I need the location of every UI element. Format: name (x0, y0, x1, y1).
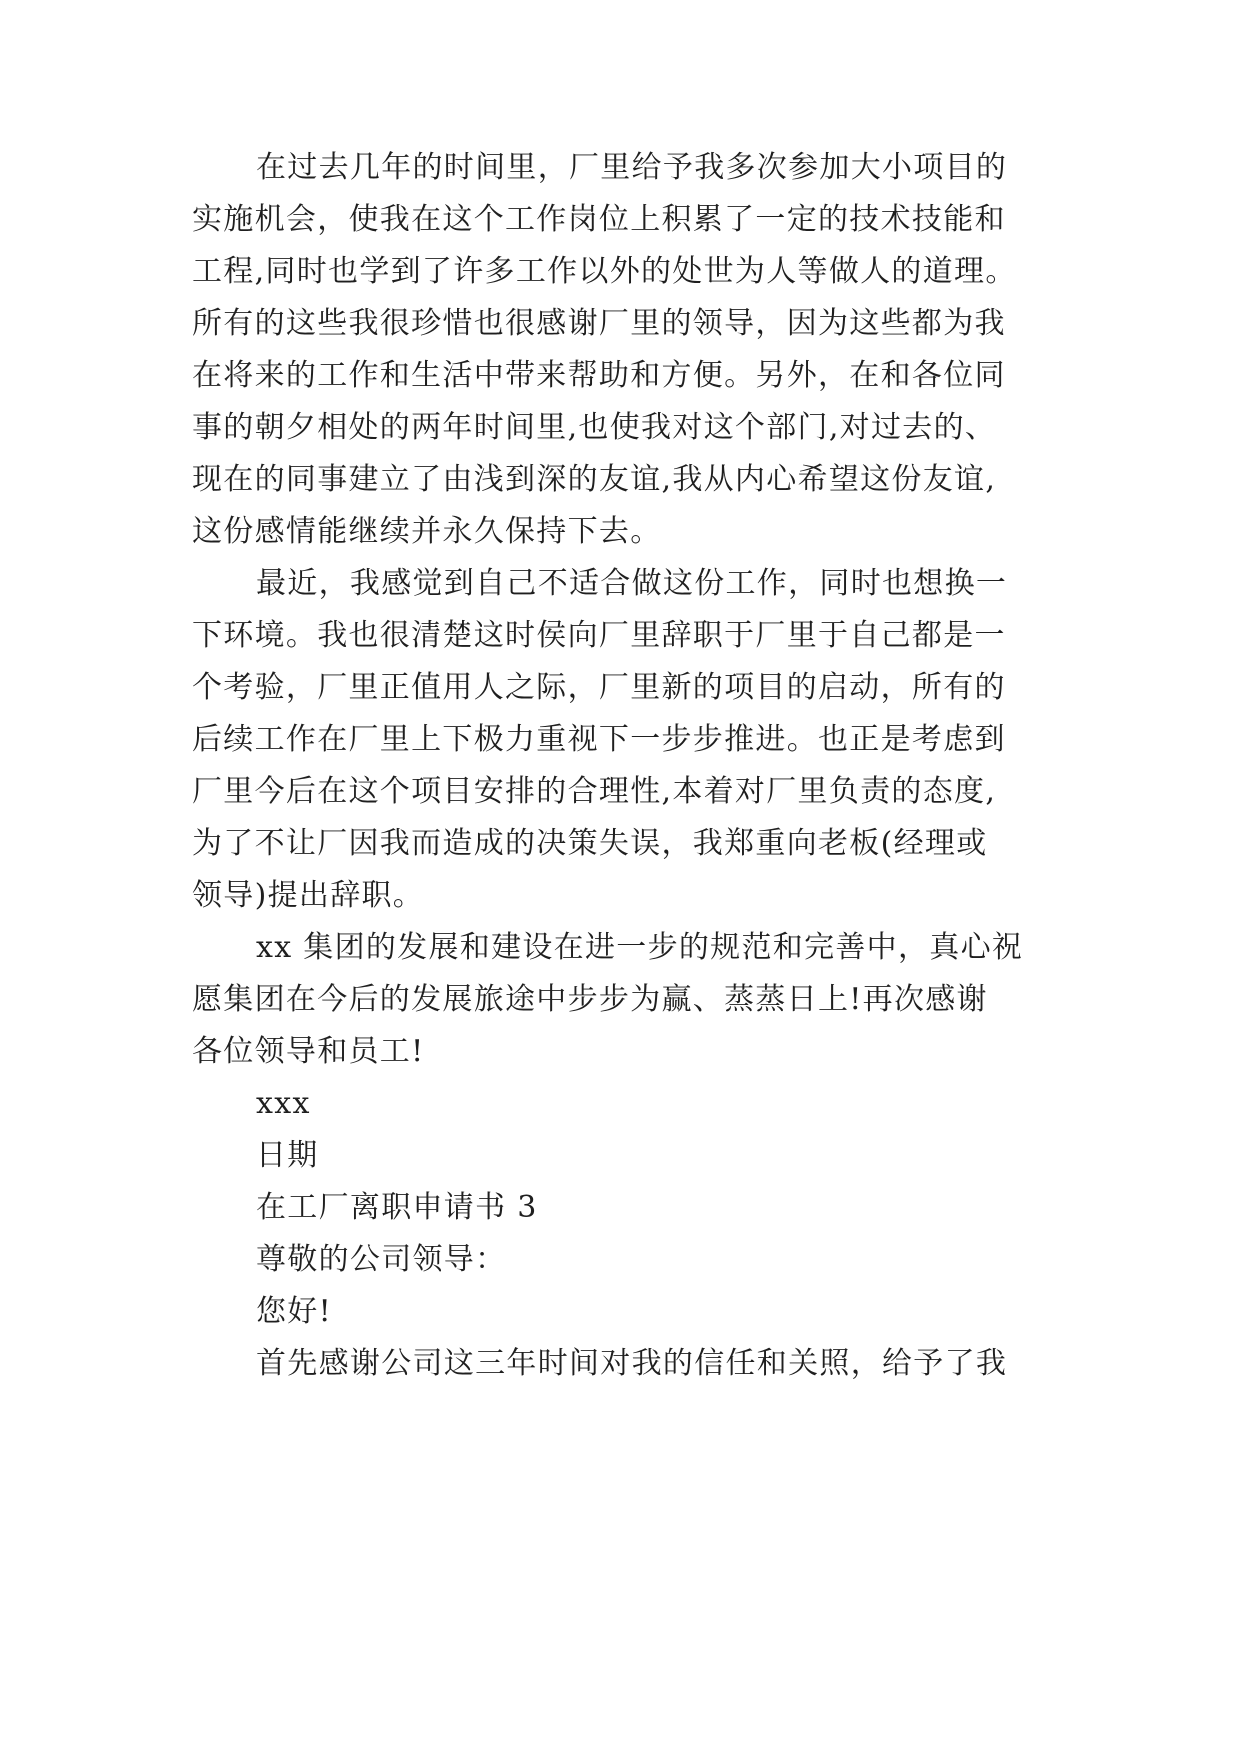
paragraph-line: 所有的这些我很珍惜也很感谢厂里的领导，因为这些都为我 (192, 306, 1006, 341)
paragraph-line: 领导)提出辞职。 (192, 878, 425, 913)
section-title: 在工厂离职申请书 3 (256, 1190, 538, 1225)
paragraph-line: 这份感情能继续并永久保持下去。 (192, 514, 662, 549)
paragraph-line: 各位领导和员工! (192, 1034, 425, 1069)
paragraph-line: 工程,同时也学到了许多工作以外的处世为人等做人的道理。 (192, 254, 1017, 289)
paragraph-line: 在将来的工作和生活中带来帮助和方便。另外，在和各位同 (192, 358, 1006, 393)
signature-name: xxx (256, 1086, 311, 1121)
signature-date: 日期 (256, 1138, 319, 1173)
paragraph-line: xx 集团的发展和建设在进一步的规范和完善中，真心祝 (256, 930, 1024, 965)
paragraph-line: 最近，我感觉到自己不适合做这份工作，同时也想换一 (256, 566, 1008, 601)
greeting: 您好! (256, 1294, 332, 1329)
paragraph-line: 实施机会，使我在这个工作岗位上积累了一定的技术技能和 (192, 202, 1006, 237)
salutation: 尊敬的公司领导： (256, 1242, 507, 1277)
paragraph-line: 为了不让厂因我而造成的决策失误，我郑重向老板(经理或 (192, 826, 988, 861)
paragraph-line: 首先感谢公司这三年时间对我的信任和关照，给予了我 (256, 1346, 1008, 1381)
paragraph-line: 事的朝夕相处的两年时间里,也使我对这个部门,对过去的、 (192, 410, 997, 445)
paragraph-line: 在过去几年的时间里，厂里给予我多次参加大小项目的 (256, 150, 1008, 185)
paragraph-line: 现在的同事建立了由浅到深的友谊,我从内心希望这份友谊, (192, 462, 997, 497)
paragraph-line: 厂里今后在这个项目安排的合理性,本着对厂里负责的态度, (192, 774, 997, 809)
paragraph-line: 个考验，厂里正值用人之际，厂里新的项目的启动，所有的 (192, 670, 1006, 705)
paragraph-line: 后续工作在厂里上下极力重视下一步步推进。也正是考虑到 (192, 722, 1006, 757)
paragraph-line: 愿集团在今后的发展旅途中步步为赢、蒸蒸日上!再次感谢 (192, 982, 988, 1017)
paragraph-line: 下环境。我也很清楚这时侯向厂里辞职于厂里于自己都是一 (192, 618, 1006, 653)
